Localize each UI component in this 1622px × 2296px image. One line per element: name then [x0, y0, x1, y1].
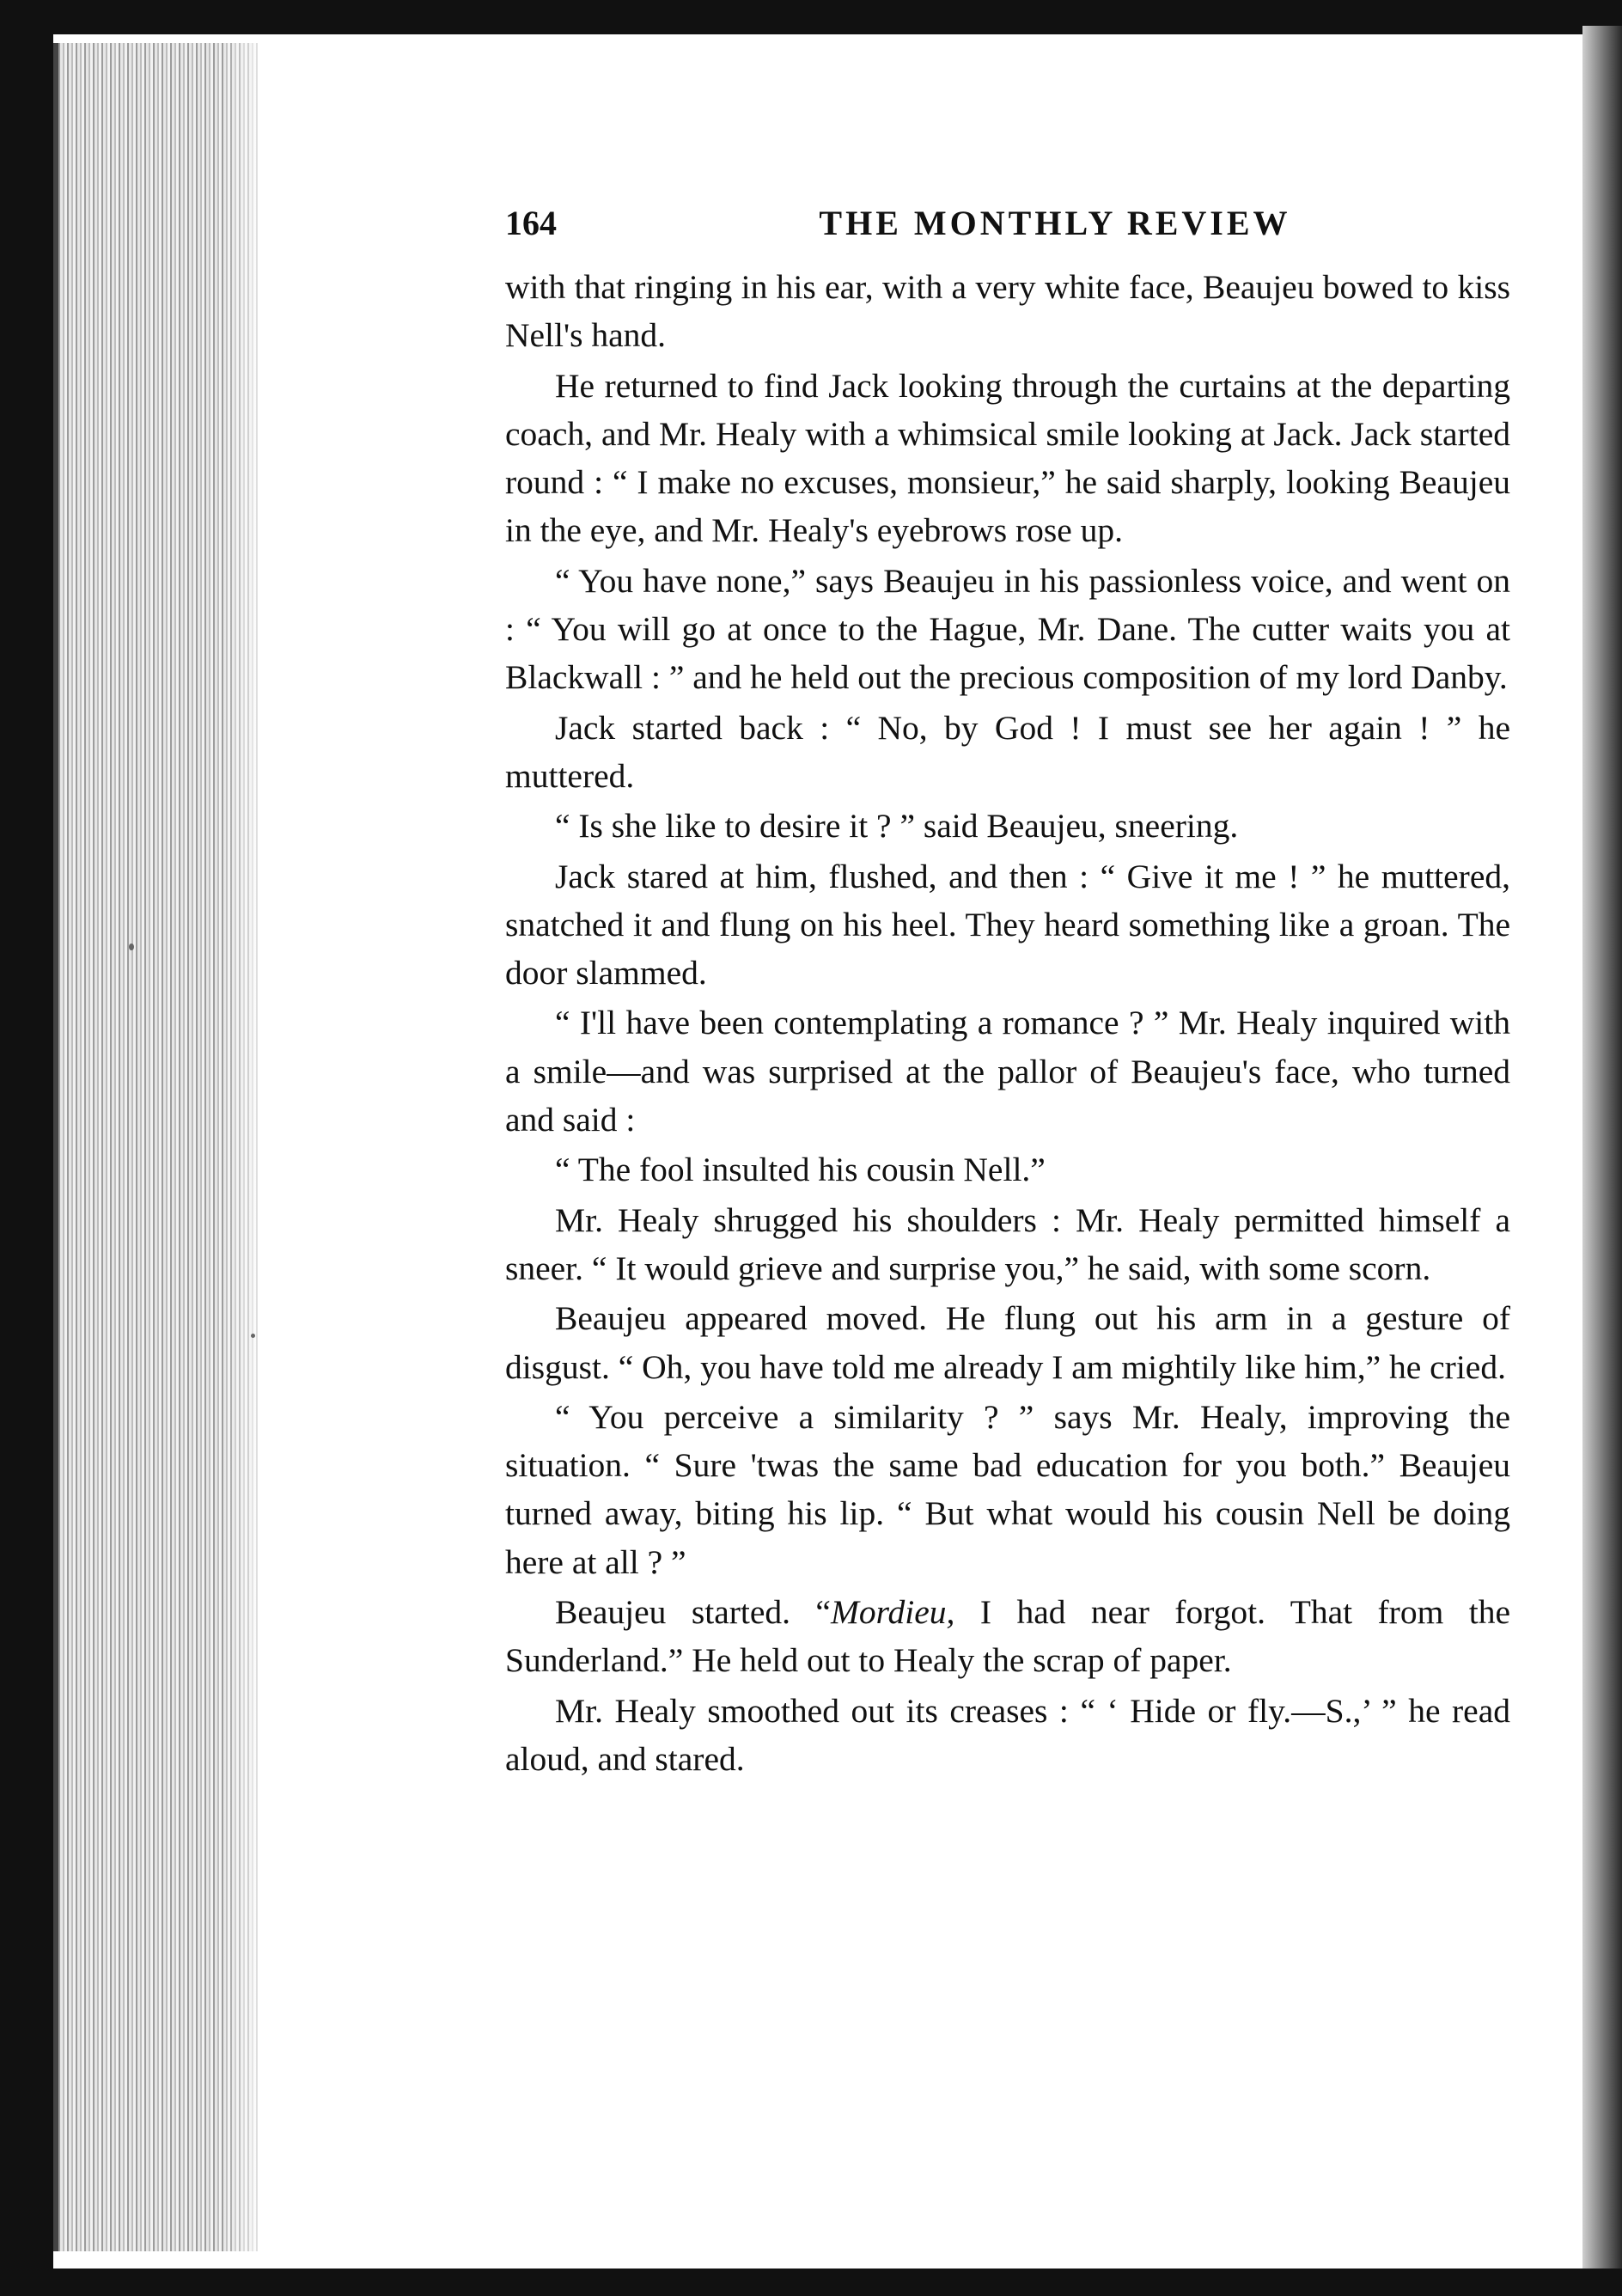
text-run: I had near forgot. That from the Sunderland.” He held out to Healy the scrap of paper. [505, 1593, 1510, 1680]
italic-word: Mordieu, [830, 1593, 955, 1632]
paragraph: Jack started back : “ No, by God ! I must see her again ! ” he muttered. [505, 708, 1510, 795]
paragraph [505, 1588, 1510, 1685]
page-text [505, 199, 1510, 1785]
paragraph: “ You perceive a similarity ? ” says Mr. Healy, improving the situation. “ Sure 'twas the same bad education for you both.” Beaujeu turned away, biting his lip. “ But what would his cousin Nell be doing here at all ? ” [505, 1397, 1510, 1581]
paragraph: “ You have none,” says Beaujeu in his passionless voice, and went on : “ You will go at once to the Hague, Mr. Dane. The cutter waits you at Blackwall : ” and he held out the precious composition of my lord Danby. [505, 561, 1510, 697]
paragraph: He returned to find Jack looking through the curtains at the departing coach, and Mr. Healy with a whimsical smile looking at Jack. Jack started round : “ I make no excuses, monsieur,” he said sharply, looking Beaujeu in the eye, and Mr. Healy's eyebrows rose up. [505, 366, 1510, 550]
page-edges [53, 43, 273, 2251]
paragraph: Mr. Healy smoothed out its creases : “ ‘ Hide or fly.—S.,’ ” he read aloud, and stared. [505, 1691, 1510, 1778]
text-run: Beaujeu started. “ [555, 1593, 831, 1632]
running-head [505, 199, 1510, 263]
paragraph: “ Is she like to desire it ? ” said Beaujeu, sneering. [555, 807, 1239, 846]
paragraph: with that ringing in his ear, with a very white face, Beaujeu bowed to kiss Nell's hand. [505, 268, 1510, 355]
paragraph: Beaujeu appeared moved. He flung out his arm in a gesture of disgust. “ Oh, you have told me already I am mightily like him,” he cried. [505, 1299, 1510, 1386]
paragraph: Jack stared at him, flushed, and then : “ Give it me ! ” he muttered, snatched it and flung on his heel. They heard something like a groan. The door slammed. [505, 857, 1510, 992]
dust-speck [251, 1334, 255, 1338]
gutter-shadow [1582, 26, 1622, 2269]
paragraph: “ I'll have been contemplating a romance ? ” Mr. Healy inquired with a smile—and was surprised at the pallor of Beaujeu's face, who turned and said : [505, 1004, 1510, 1139]
dust-speck [129, 943, 134, 950]
paragraph: Mr. Healy shrugged his shoulders : Mr. Healy permitted himself a sneer. “ It would grieve and surprise you,” he said, with some scorn. [505, 1200, 1510, 1287]
paragraph: “ The fool insulted his cousin Nell.” [555, 1151, 1046, 1189]
running-title: THE MONTHLY REVIEW [819, 204, 1291, 242]
page-number: 164 [505, 204, 557, 242]
